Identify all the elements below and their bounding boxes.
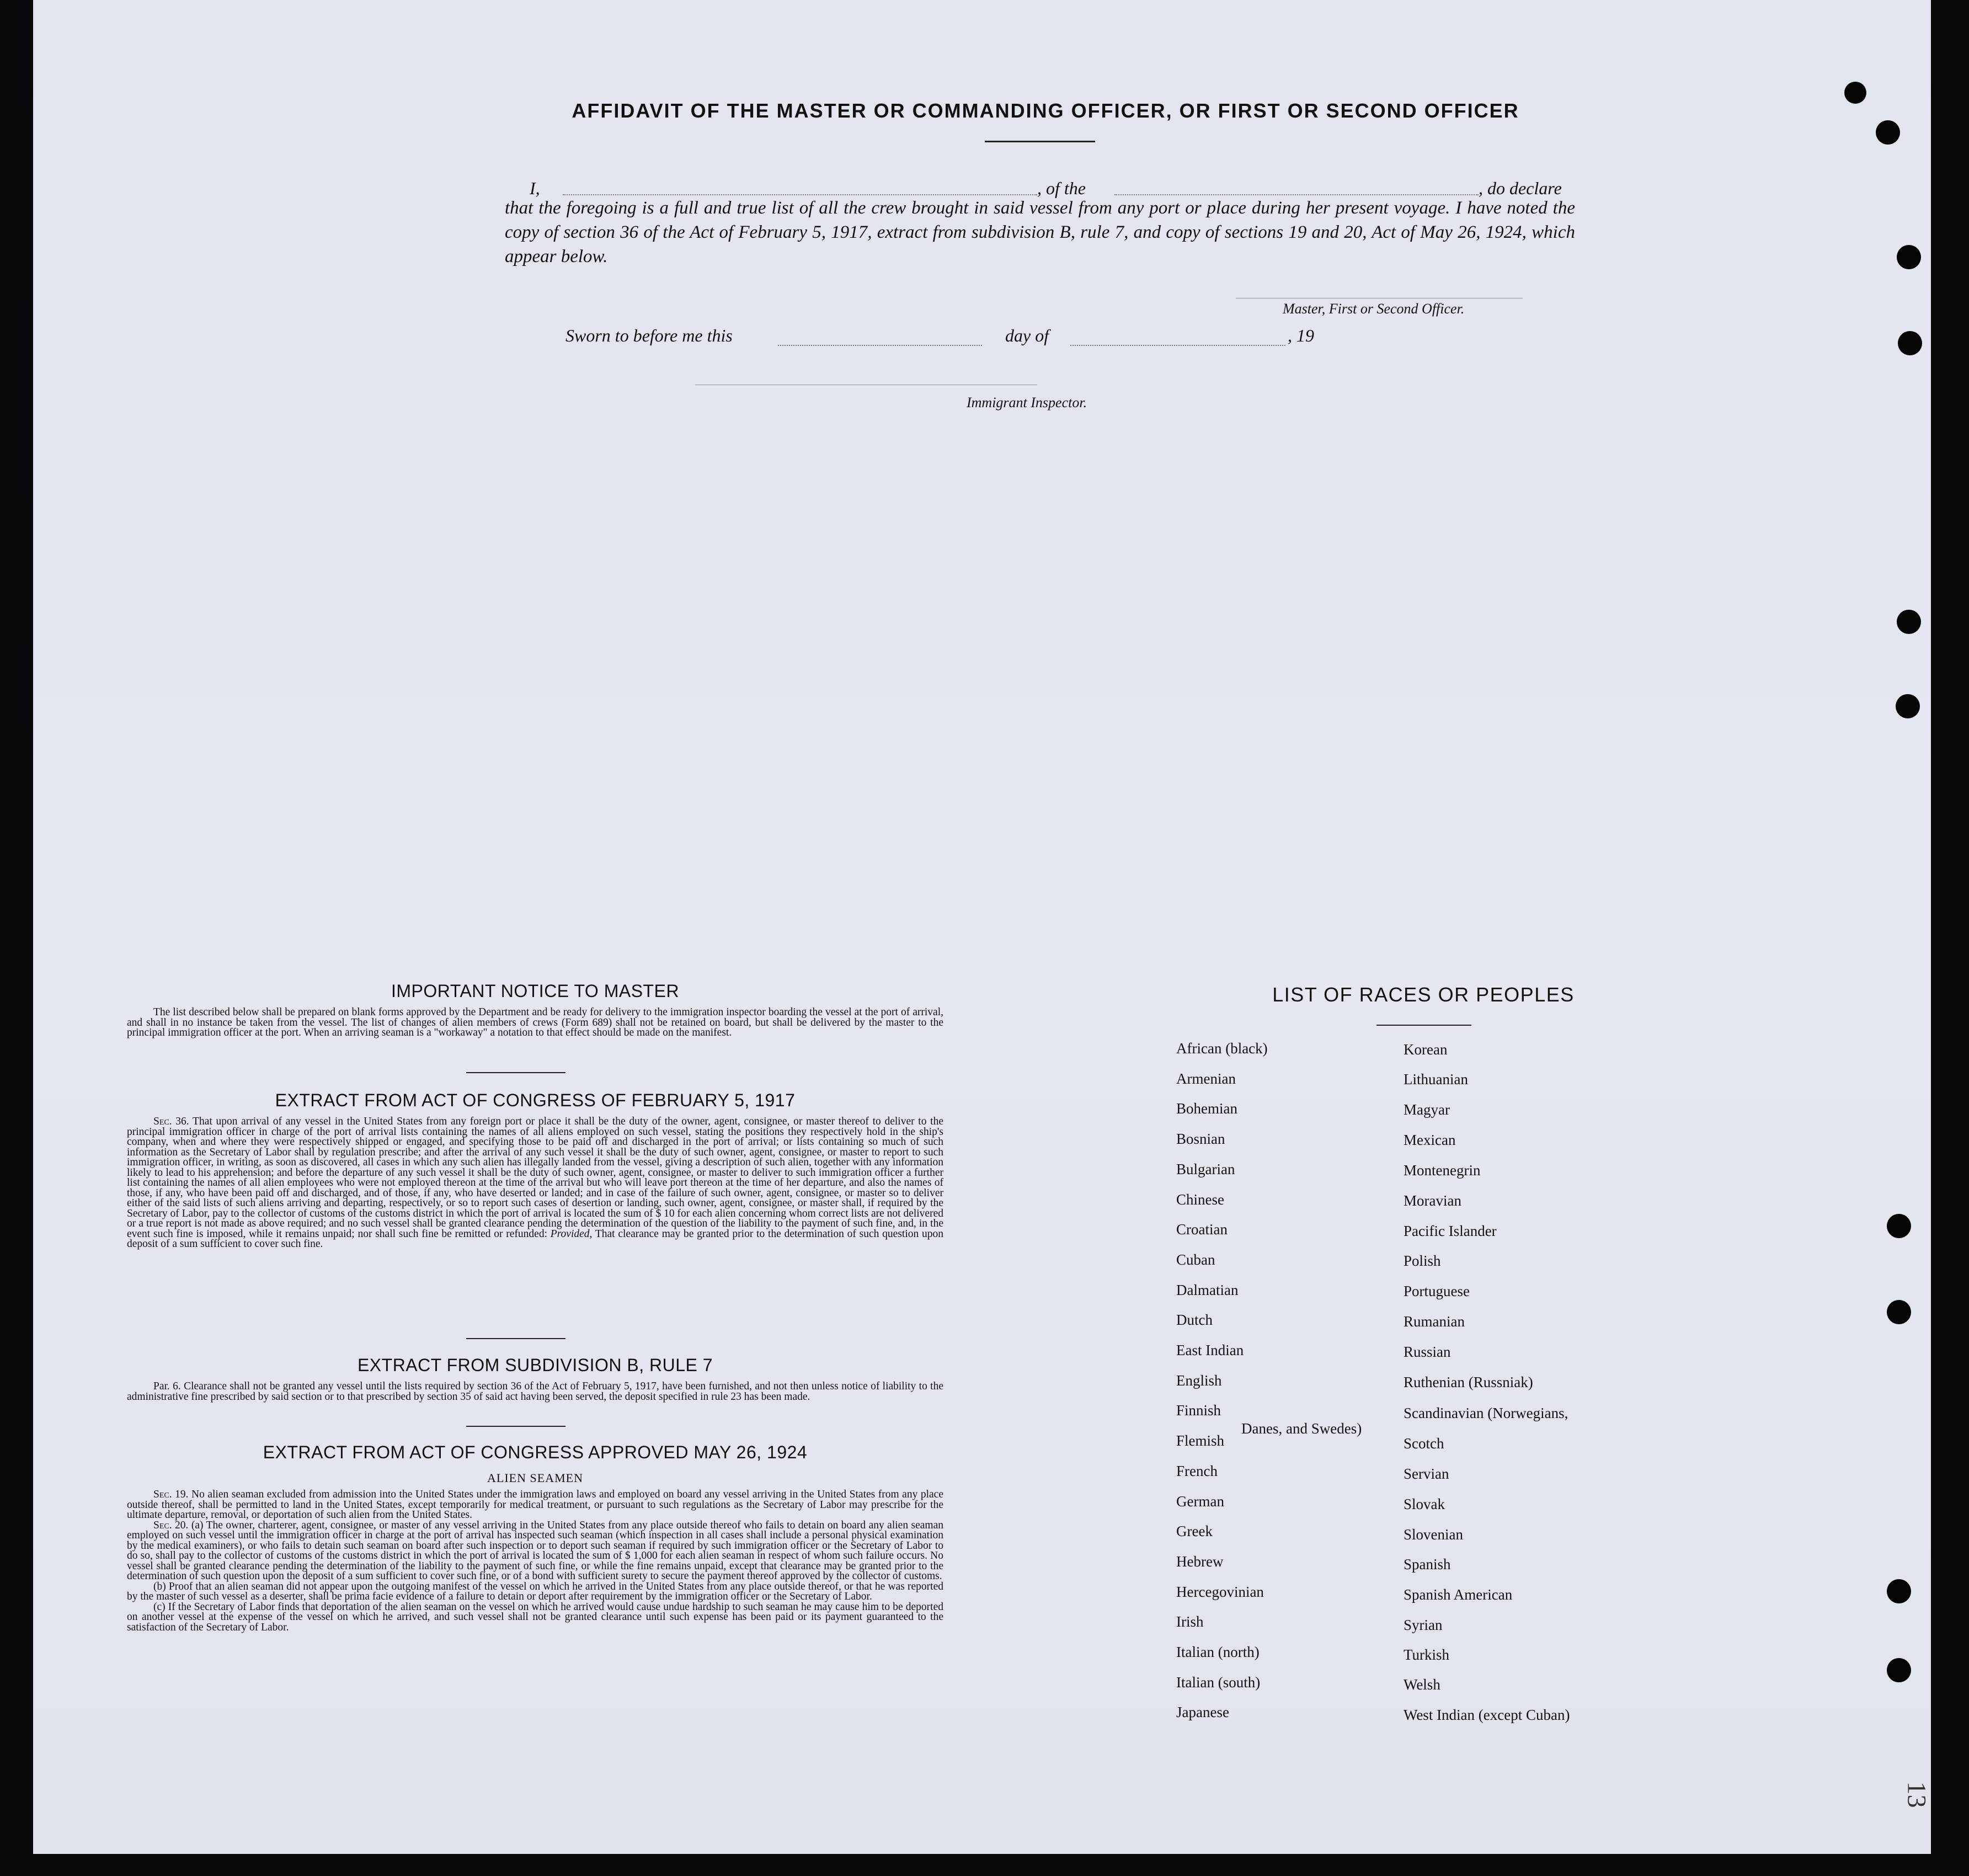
race-item: Italian (south) (1176, 1674, 1261, 1691)
name-blank[interactable] (563, 194, 1037, 195)
race-item: East Indian (1176, 1342, 1244, 1358)
provided-word: Provided, (550, 1228, 593, 1240)
notice-paragraph: The list described below shall be prepared on blank forms approved by the Department and be ready for delivery to the immigration inspector boarding the vessel at the port of arrival, and shall in no instance be taken from the vessel. The list of changes of alien members of crews (Form 689) shall not be retained on board, but shall be delivered by the master to the principal immigration officer at the port. When an arriving seaman is a "workaway" a notation to that effect should be made on the manifest. (127, 1006, 943, 1038)
race-item: Danes, and Swedes) (1241, 1420, 1362, 1437)
sec20b-paragraph: (b) Proof that an alien seaman did not appear upon the outgoing manifest of the vessel on which he arrived in the United States from any place outside thereof, or that he was reported by the master of such vessel as a deserter, shall be prima facie evidence of a failure to detain or deport after requirement by the immigration officer or the Secretary of Labor. (127, 1580, 943, 1602)
race-item: Slovak (1404, 1496, 1445, 1512)
sec20c-paragraph: (c) If the Secretary of Labor finds that deportation of the alien seaman on the vessel on which he arrived would cause undue hardship to such seaman he may cause him to be deported on another vessel at the expense of the vessel on which he arrived, and such vessel shall not be granted clearance until such expense has been paid or its payment guaranteed to the satisfaction of the Secretary of Labor. (127, 1601, 943, 1633)
race-item: Welsh (1404, 1676, 1440, 1693)
race-item: English (1176, 1372, 1222, 1389)
race-item: Polish (1404, 1253, 1441, 1269)
binder-hole (1887, 1579, 1911, 1603)
section-divider (466, 1338, 565, 1339)
race-item: Montenegrin (1404, 1162, 1481, 1179)
extract-1924-title: EXTRACT FROM ACT OF CONGRESS APPROVED MAY 26, 1924 (263, 1442, 808, 1462)
race-item: Bulgarian (1176, 1161, 1235, 1177)
binder-hole (1887, 1214, 1911, 1238)
race-item: Japanese (1176, 1704, 1229, 1720)
race-item: German (1176, 1493, 1224, 1510)
binder-hole (1887, 1300, 1911, 1324)
races-title-underline (1376, 1025, 1471, 1026)
section-divider (466, 1072, 565, 1073)
affidavit-of-the: , of the (1037, 178, 1086, 198)
binder-hole (1897, 610, 1921, 634)
race-item: Flemish (1176, 1432, 1225, 1449)
sworn-month-blank[interactable] (1070, 345, 1285, 346)
race-item: Pacific Islander (1404, 1223, 1497, 1239)
sec19-paragraph (127, 1490, 943, 1521)
race-item: Dutch (1176, 1312, 1213, 1328)
sworn-prefix: Sworn to before me this (565, 326, 733, 345)
rule7-paragraph: Par. 6. Clearance shall not be granted any vessel until the lists required by section 36 of the Act of February 5, 1917, have been furnished, and not then unless notice of liability to the administrative fine prescribed by said section or to that prescribed by section 35 of said act having been served, the deposit specified in rule 23 has been made. (127, 1381, 943, 1403)
race-item: Irish (1176, 1613, 1204, 1630)
notice-title: IMPORTANT NOTICE TO MASTER (391, 981, 680, 1001)
race-item: Moravian (1404, 1192, 1461, 1209)
binder-hole (1876, 120, 1900, 145)
sec36-label: Sec. 36. (153, 1116, 189, 1127)
binder-hole (1896, 694, 1920, 718)
section-divider (466, 1426, 565, 1427)
race-item: Syrian (1404, 1617, 1443, 1633)
title-underline (985, 141, 1095, 142)
sec20-label: Sec. 20. (153, 1519, 189, 1531)
extract-1924-text (127, 1490, 943, 1633)
race-item: Greek (1176, 1523, 1213, 1539)
binder-hole (1898, 331, 1922, 355)
race-item: Finnish (1176, 1402, 1221, 1419)
form-sheet (33, 0, 1931, 1854)
race-item: Hebrew (1176, 1553, 1224, 1570)
race-item: Magyar (1404, 1101, 1450, 1118)
affidavit-i: I, (530, 178, 540, 198)
race-item: West Indian (except Cuban) (1404, 1707, 1570, 1723)
sworn-day-blank[interactable] (778, 345, 982, 346)
master-signature-label: Master, First or Second Officer. (1283, 301, 1465, 317)
rule7-title: EXTRACT FROM SUBDIVISION B, RULE 7 (357, 1355, 713, 1375)
sec36-text-b: That clearance may be granted prior to the determination of such question upon deposit of a sum sufficient to cover such fine. (127, 1228, 943, 1250)
race-item: Chinese (1176, 1191, 1224, 1208)
race-item: Croatian (1176, 1221, 1228, 1238)
extract-1917-text (127, 1117, 943, 1250)
race-item: Turkish (1404, 1646, 1450, 1663)
sec20-text: (a) The owner, charterer, agent, consignee, or master of any vessel arriving in the United States from any place outside thereof who fails to detain on board any alien seaman employed on such vessel until the immigration officer in charge at the port of arrival has inspected such seaman (which inspection in all cases shall include a personal physical examination by the medical examiners), or who fails to detain such seaman on board after such inspection or to deport such seaman if required by such immigration officer or the Secretary of Labor to do so, shall pay to the collector of customs of the customs district in which the port of arrival is located the sum of $ 1,000 for each alien seaman in respect of whom such failure occurs. No vessel shall be granted clearance pending the determination of the liability to the payment of such fine, or while the fine remains unpaid, except that clearance may be granted prior to the determination of such question upon the deposit of a sum sufficient to cover such fine, or of a bond with sufficient surety to secure the payment thereof approved by the collector of customs. (127, 1519, 943, 1582)
race-item: Ruthenian (Russniak) (1404, 1374, 1533, 1390)
sec19-text: No alien seaman excluded from admission into the United States under the immigration laws and employed on board any vessel arriving in the United States from any place outside thereof, shall be permitted to land in the United States, except temporarily for medical treatment, or pursuant to such regulations as the Secretary of Labor may prescribe for the ultimate departure, removal, or deportation of such alien from the United States. (127, 1489, 943, 1521)
affidavit-title: AFFIDAVIT OF THE MASTER OR COMMANDING OFFICER, OR FIRST OR SECOND OFFICER (572, 99, 1519, 122)
race-item: Hercegovinian (1176, 1584, 1264, 1600)
sec36-text: That upon arrival of any vessel in the United States from any foreign port or place it shall be the duty of the owner, agent, consignee, or master thereof to deliver to the principal immigration officer in charge of the port of arrival lists containing the names of all aliens employed on such vessel, stating the positions they respectively hold in the ship's company, when and where they were respectively shipped or engaged, and specifying those to be paid off and discharged in the port of arrival; or lists containing so much of such information as the Secretary of Labor shall by regulation prescribe; and after the arrival of any such vessel it shall be the duty of such owner, agent, consignee, or master to report to such immigration officer, in writing, as soon as discovered, all cases in which any such alien has illegally landed from the vessel, giving a description of such alien, together with any information likely to lead to his apprehension; and before the departure of any such vessel it shall be the duty of such owner, agent, consignee, or master to deliver to such immigration officer a further list containing the names of all alien employees who were not employed thereon at the time of the arrival but who will leave port thereon at the time of her departure, and also the names of those, if any, who have been paid off and discharged, and of those, if any, who have deserted or landed; and in case of the failure of such owner, agent, consignee, or master so to deliver either of the said lists of such aliens arriving and departing, respectively, or so to report such cases of desertion or landing, such owner, agent, consignee, or master shall, if required by the Secretary of Labor, pay to the collector of customs of the customs district in which the port of arrival is located the sum of $ 10 for each alien concerning whom correct lists are not delivered or a true report is not made as above required; and no such vessel shall be granted clearance pending the determination of the question of the liability to the payment of such fine, and, in the event such fine is imposed, while it remains unpaid; nor shall such fine be remitted or refunded: (127, 1116, 943, 1240)
race-item: Lithuanian (1404, 1071, 1468, 1088)
binder-hole (1897, 245, 1921, 269)
race-item: Mexican (1404, 1132, 1456, 1148)
race-item: Servian (1404, 1465, 1449, 1482)
race-item: Russian (1404, 1344, 1451, 1360)
master-signature-line[interactable] (1236, 298, 1523, 299)
race-item: Cuban (1176, 1251, 1215, 1268)
race-item: Scotch (1404, 1435, 1444, 1452)
binder-hole (1844, 82, 1866, 104)
affidavit-do-declare: , do declare (1479, 178, 1562, 198)
race-item: Spanish (1404, 1556, 1451, 1573)
race-item: Armenian (1176, 1070, 1236, 1087)
rule7-text (127, 1382, 943, 1402)
race-item: Bosnian (1176, 1131, 1225, 1147)
race-item: African (black) (1176, 1040, 1268, 1057)
extract-1917-title: EXTRACT FROM ACT OF CONGRESS OF FEBRUARY 5, 1917 (275, 1090, 796, 1110)
race-item: Italian (north) (1176, 1644, 1260, 1660)
race-item: French (1176, 1463, 1218, 1479)
race-item: Slovenian (1404, 1526, 1463, 1543)
race-item: Bohemian (1176, 1100, 1237, 1117)
extract-1917-paragraph (127, 1117, 943, 1250)
race-item: Spanish American (1404, 1586, 1513, 1603)
inspector-label: Immigrant Inspector. (967, 395, 1087, 411)
alien-seamen-subtitle: ALIEN SEAMEN (487, 1471, 583, 1485)
sworn-year: , 19 (1288, 326, 1314, 345)
races-title: LIST OF RACES OR PEOPLES (1272, 983, 1575, 1006)
sworn-day-of: day of (1005, 326, 1049, 345)
notice-text (127, 1008, 943, 1038)
sec20-paragraph (127, 1521, 943, 1582)
sec19-label: Sec. 19. (153, 1489, 189, 1500)
affidavit-body: that the foregoing is a full and true list of all the crew brought in said vessel from any port or place during her present voyage. I have noted the copy of section 36 of the Act of February 5, 1917, extract from subdivision B, rule 7, and copy of sections 19 and 20, Act of May 26, 1924, which appear below. (505, 198, 1575, 267)
race-item: Rumanian (1404, 1313, 1465, 1330)
race-item: Dalmatian (1176, 1282, 1239, 1298)
vessel-blank[interactable] (1114, 194, 1479, 195)
page-number-mark: 13 (1902, 1781, 1931, 1808)
binder-hole (1887, 1658, 1911, 1682)
race-item: Scandinavian (Norwegians, (1404, 1405, 1568, 1421)
race-item: Korean (1404, 1041, 1448, 1058)
race-item: Portuguese (1404, 1283, 1470, 1299)
